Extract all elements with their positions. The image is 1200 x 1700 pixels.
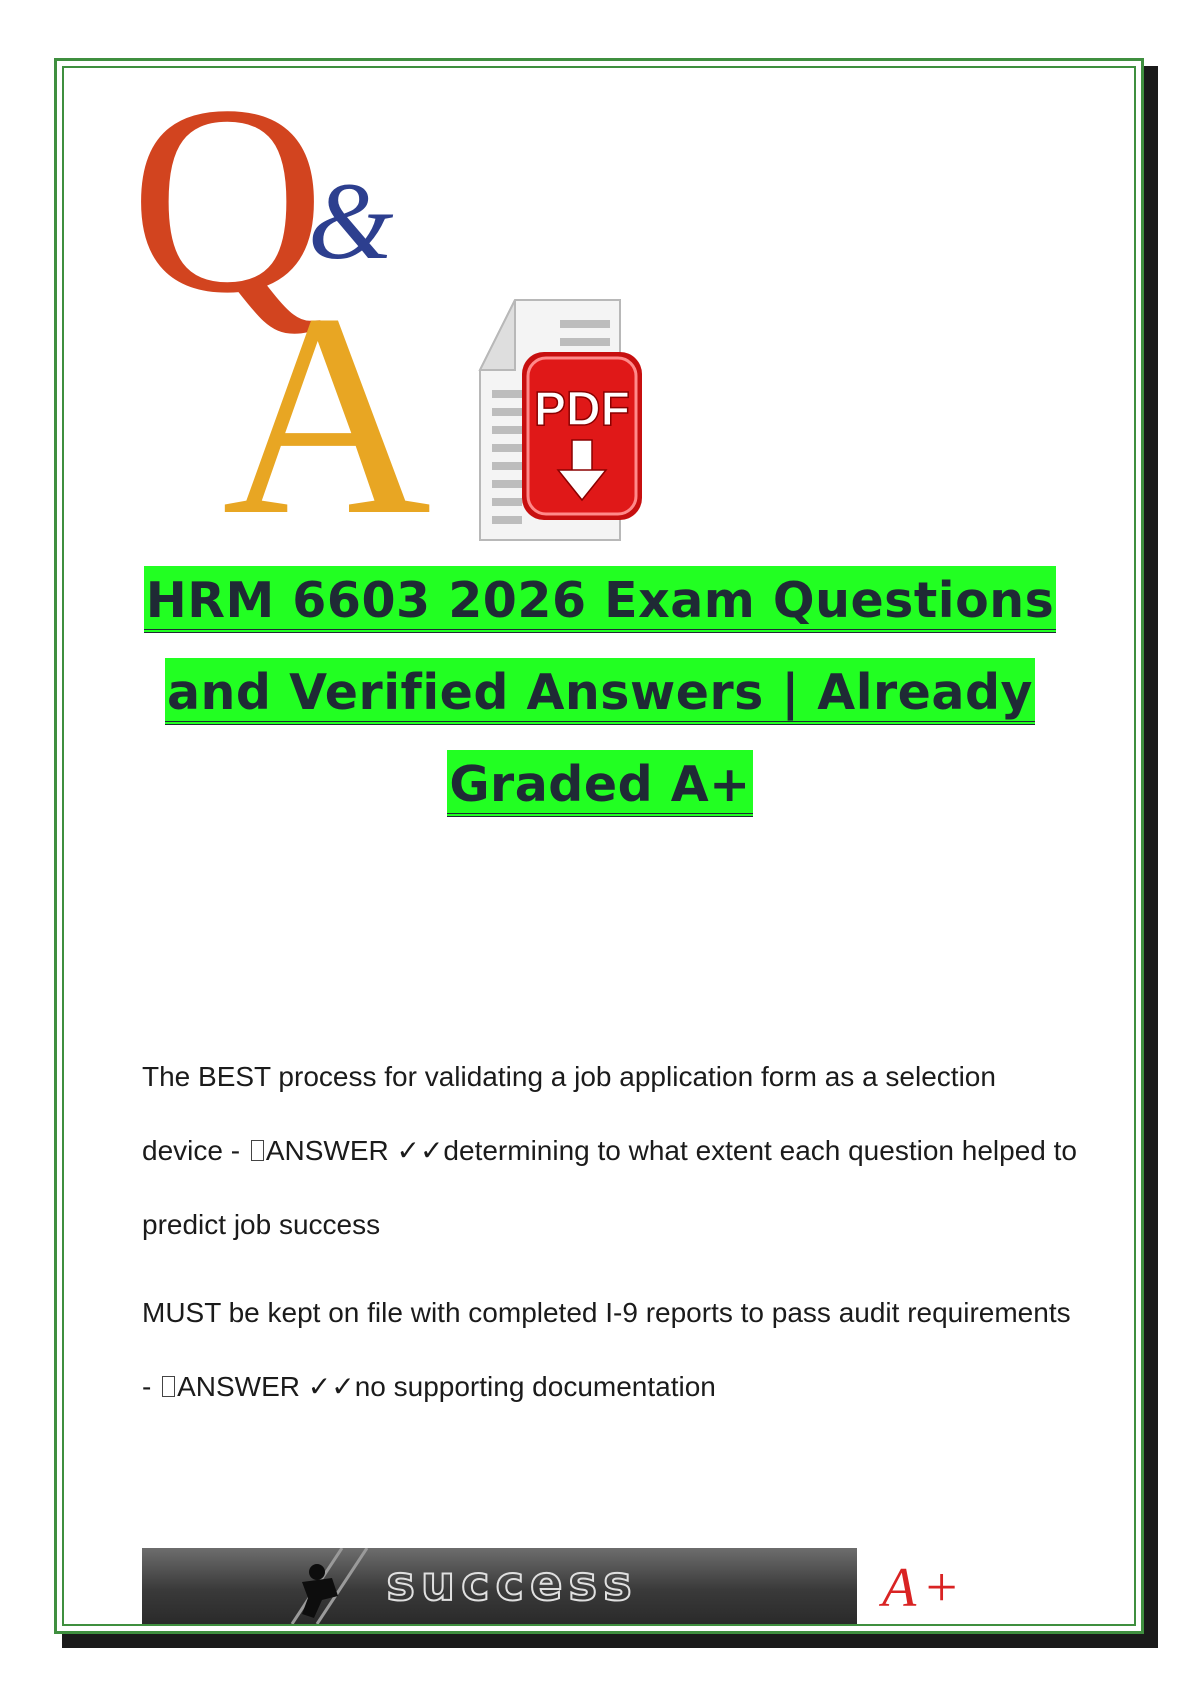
answer-text: ANSWER ✓✓no supporting documentation: [177, 1371, 716, 1402]
question-text: MUST be kept on file with completed I-9 reports to pass audit requirements: [142, 1297, 1071, 1328]
answer-text: predict job success: [142, 1209, 381, 1240]
qa-logo-ampersand: &: [308, 160, 394, 282]
qa-line: [142, 1188, 1062, 1262]
success-banner-word: success: [386, 1556, 638, 1612]
success-banner-image: [142, 1548, 857, 1624]
success-banner-art: [142, 1548, 857, 1624]
pdf-label: PDF: [534, 383, 630, 436]
question-text: -: [142, 1371, 160, 1402]
title-line-2: and Verified Answers | Already: [165, 658, 1035, 725]
pdf-download-icon: [470, 290, 650, 550]
missing-glyph-icon: [251, 1140, 264, 1161]
qa-item: [142, 1040, 1077, 1262]
title-line-3: Graded A+: [447, 750, 752, 817]
qa-line: [142, 1114, 1077, 1188]
grade-a-plus-logo: [872, 1558, 1052, 1618]
qa-line: [142, 1350, 1062, 1424]
missing-glyph-icon: [162, 1376, 175, 1397]
qa-logo-a: A: [222, 254, 432, 550]
answer-text: ANSWER ✓✓determining to what extent each question helped to: [265, 1135, 1077, 1166]
qa-logo-q: Q: [130, 80, 325, 349]
question-text: device -: [142, 1135, 248, 1166]
document-title: [0, 555, 1200, 831]
runner-icon: [302, 1564, 338, 1618]
question-text: The BEST process for validating a job application form as a selection: [142, 1061, 996, 1092]
qa-logo: [130, 80, 470, 550]
qa-list: [142, 1040, 1077, 1438]
qa-item: [142, 1276, 1071, 1424]
grade-a-plus-text: A+: [882, 1558, 966, 1618]
title-line-1: HRM 6603 2026 Exam Questions: [144, 566, 1057, 633]
qa-line: [142, 1040, 1062, 1114]
qa-line: [142, 1276, 1071, 1350]
